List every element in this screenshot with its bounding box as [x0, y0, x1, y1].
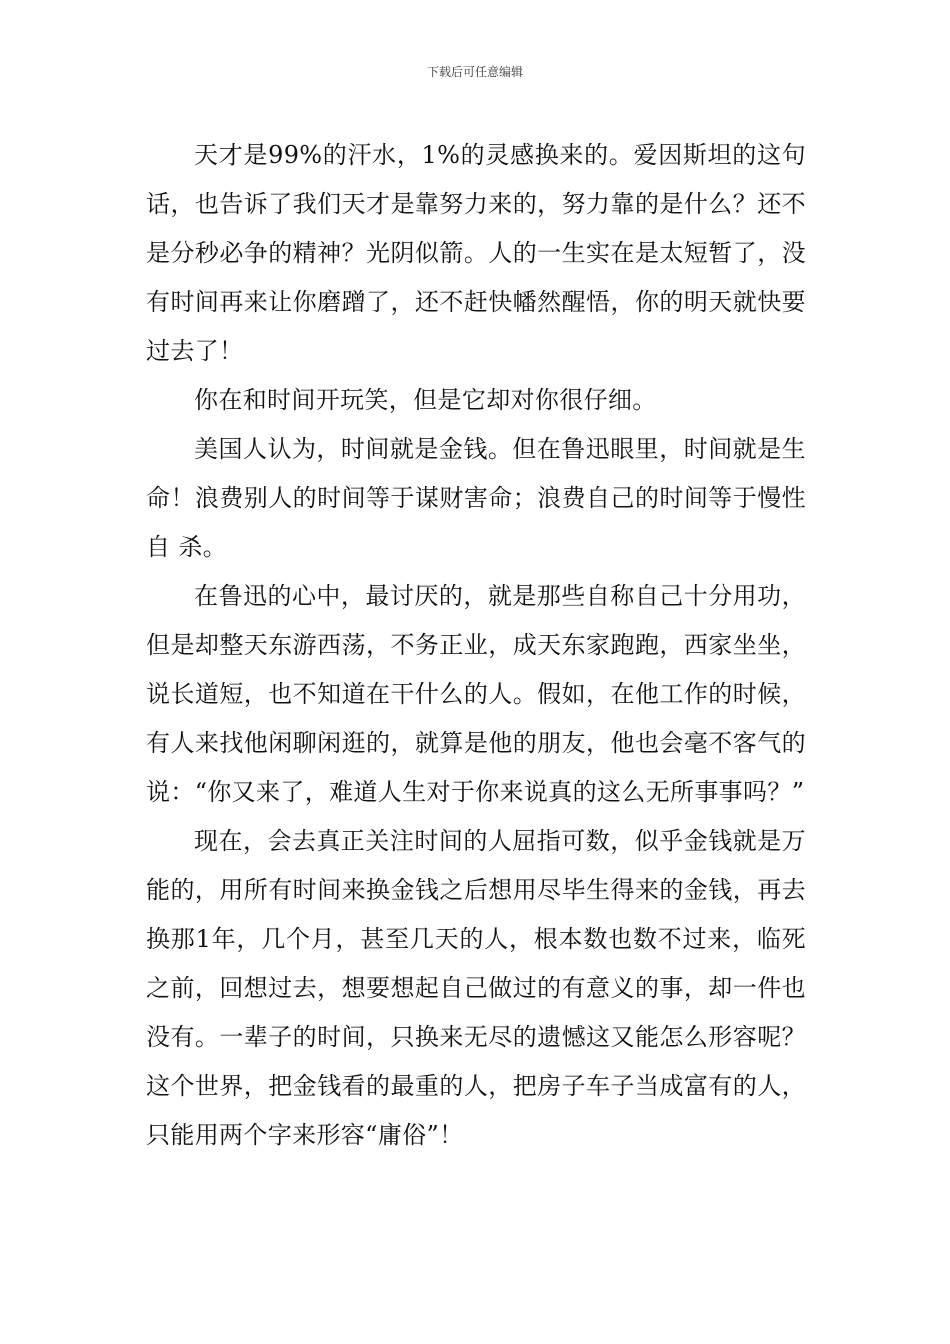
document-body: [146, 131, 806, 1160]
paragraph-money: 现在，会去真正关注时间的人屈指可数，似乎金钱就是万能的，用所有时间来换金钱之后想用尽毕生得来的金钱，再去换那1年，几个月，甚至几天的人，根本数也数不过来，临死之前，回想过去，想要想起自己做过的有意义的事，却一件也没有。一辈子的时间，只换来无尽的遗憾这又能怎么形容呢？这个世界，把金钱看的最重的人，把房子车子当成富有的人，只能用两个字来形容“庸俗”！: [146, 827, 806, 1149]
paragraph-joke-with-time: 你在和时间开玩笑，但是它却对你很仔细。: [194, 386, 657, 414]
page-header: 下载后可任意编辑: [426, 65, 523, 79]
paragraph-time-is-life: 美国人认为，时间就是金钱。但在鲁迅眼里，时间就是生命！浪费别人的时间等于谋财害命；浪费自己的时间等于慢性自 杀。: [146, 435, 806, 561]
paragraph-luxun: 在鲁迅的心中，最讨厌的，就是那些自称自己十分用功，但是却整天东游西荡，不务正业，成天东家跑跑，西家坐坐，说长道短，也不知道在干什么的人。假如，在他工作的时候，有人来找他闲聊闲逛的，就算是他的朋友，他也会毫不客气的说：“你又来了，难道人生对于你来说真的这么无所事事吗？”: [146, 582, 806, 806]
paragraph-genius: 天才是99%的汗水，1%的灵感换来的。爱因斯坦的这句话，也告诉了我们天才是靠努力来的，努力靠的是什么？还不是分秒必争的精神？光阴似箭。人的一生实在是太短暂了，没有时间再来让你磨蹭了，还不赶快幡然醒悟，你的明天就快要过去了！: [146, 141, 806, 365]
